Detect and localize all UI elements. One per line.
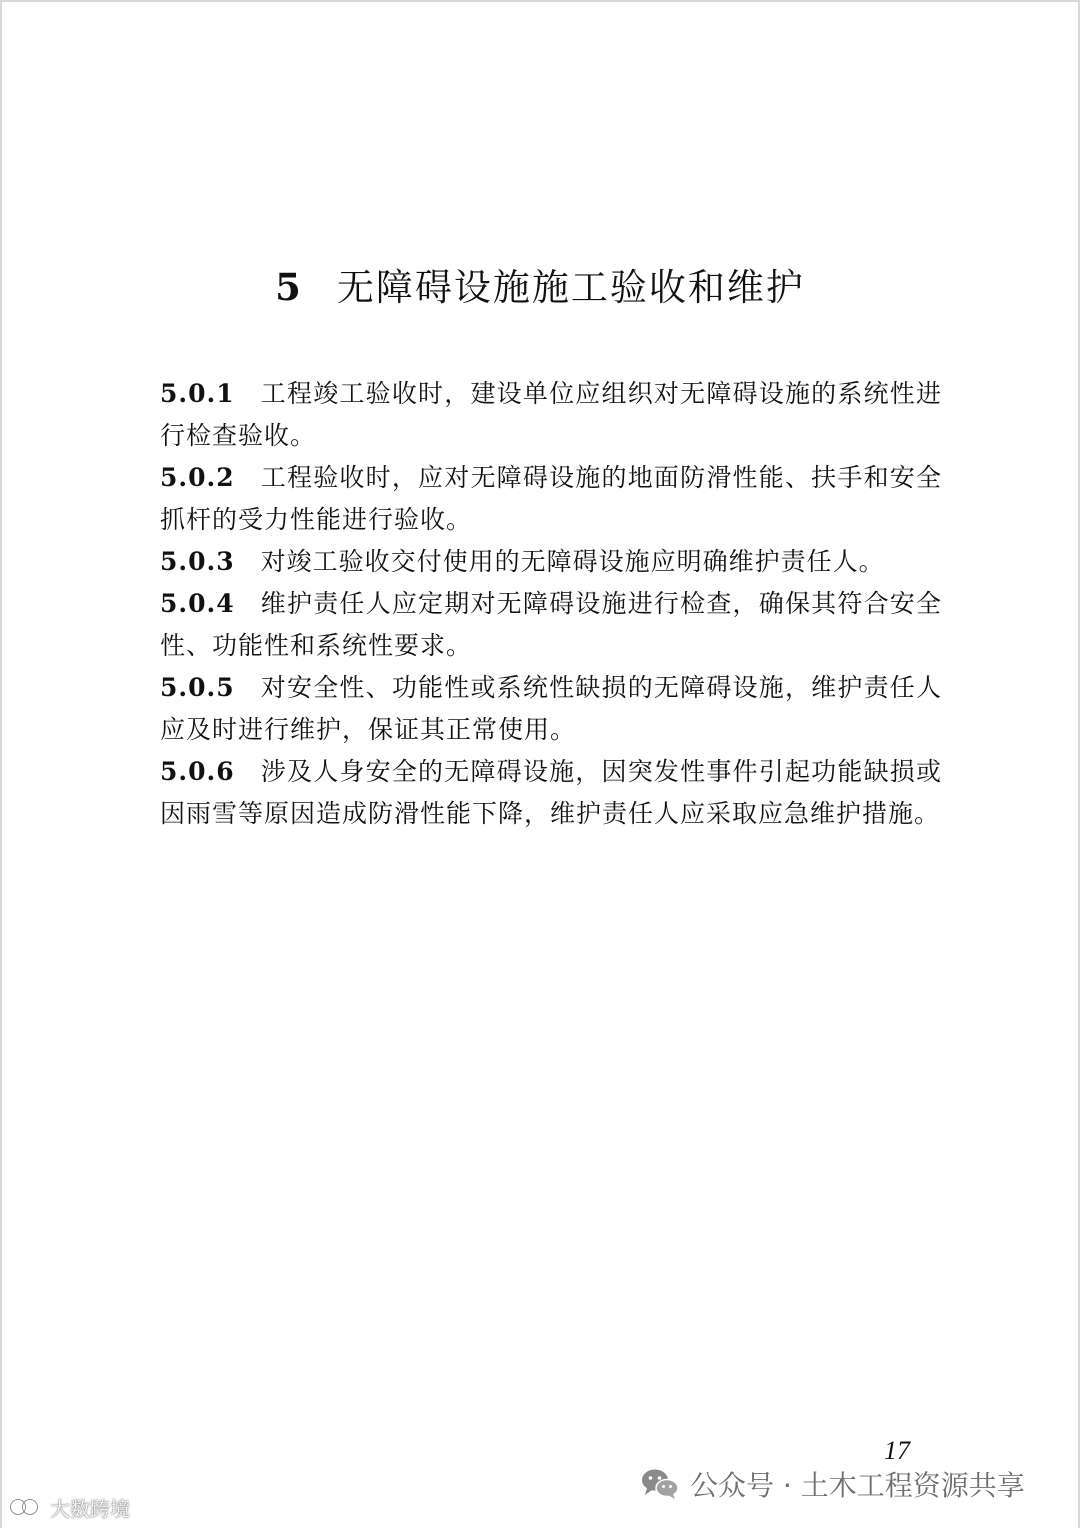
wechat-watermark-text: 公众号 · 土木工程资源共享 [690, 1469, 1025, 1502]
clause-text: 对安全性、功能性或系统性缺损的无障碍设施，维护责任人应及时进行维护，保证其正常使用。 [160, 673, 942, 744]
clause-number: 5.0.3 [160, 547, 235, 576]
clause-item [160, 373, 942, 457]
source-watermark-text: 大数跨境 [50, 1496, 130, 1521]
clause-text: 维护责任人应定期对无障碍设施进行检查，确保其符合安全性、功能性和系统性要求。 [160, 589, 942, 660]
chapter-title-text: 无障碍设施施工验收和维护 [336, 266, 805, 309]
clause-list [160, 373, 942, 835]
clause-item [160, 583, 942, 667]
clause-number: 5.0.6 [160, 757, 235, 786]
clause-text: 涉及人身安全的无障碍设施，因突发性事件引起功能缺损或因雨雪等原因造成防滑性能下降，维护责任人应采取应急维护措施。 [160, 757, 942, 828]
clause-item [160, 541, 942, 583]
logo-icon [10, 1497, 44, 1517]
clause-text: 工程竣工验收时，建设单位应组织对无障碍设施的系统性进行检查验收。 [160, 379, 942, 450]
clause-number: 5.0.1 [160, 379, 235, 408]
clause-number: 5.0.2 [160, 463, 235, 492]
wechat-watermark [640, 1462, 1025, 1506]
chapter-title [0, 262, 1080, 313]
clause-number: 5.0.5 [160, 673, 235, 702]
clause-item [160, 751, 942, 835]
clause-text: 工程验收时，应对无障碍设施的地面防滑性能、扶手和安全抓杆的受力性能进行验收。 [160, 463, 942, 534]
page-edge-top [0, 0, 1080, 2]
page-number: 17 [884, 1436, 910, 1465]
clause-item [160, 457, 942, 541]
page-edge-left [0, 0, 2, 1528]
wechat-icon [640, 1467, 680, 1501]
clause-number: 5.0.4 [160, 589, 235, 618]
source-watermark [10, 1493, 130, 1521]
clause-text: 对竣工验收交付使用的无障碍设施应明确维护责任人。 [260, 547, 885, 576]
chapter-number: 5 [275, 265, 303, 309]
clause-item [160, 667, 942, 751]
